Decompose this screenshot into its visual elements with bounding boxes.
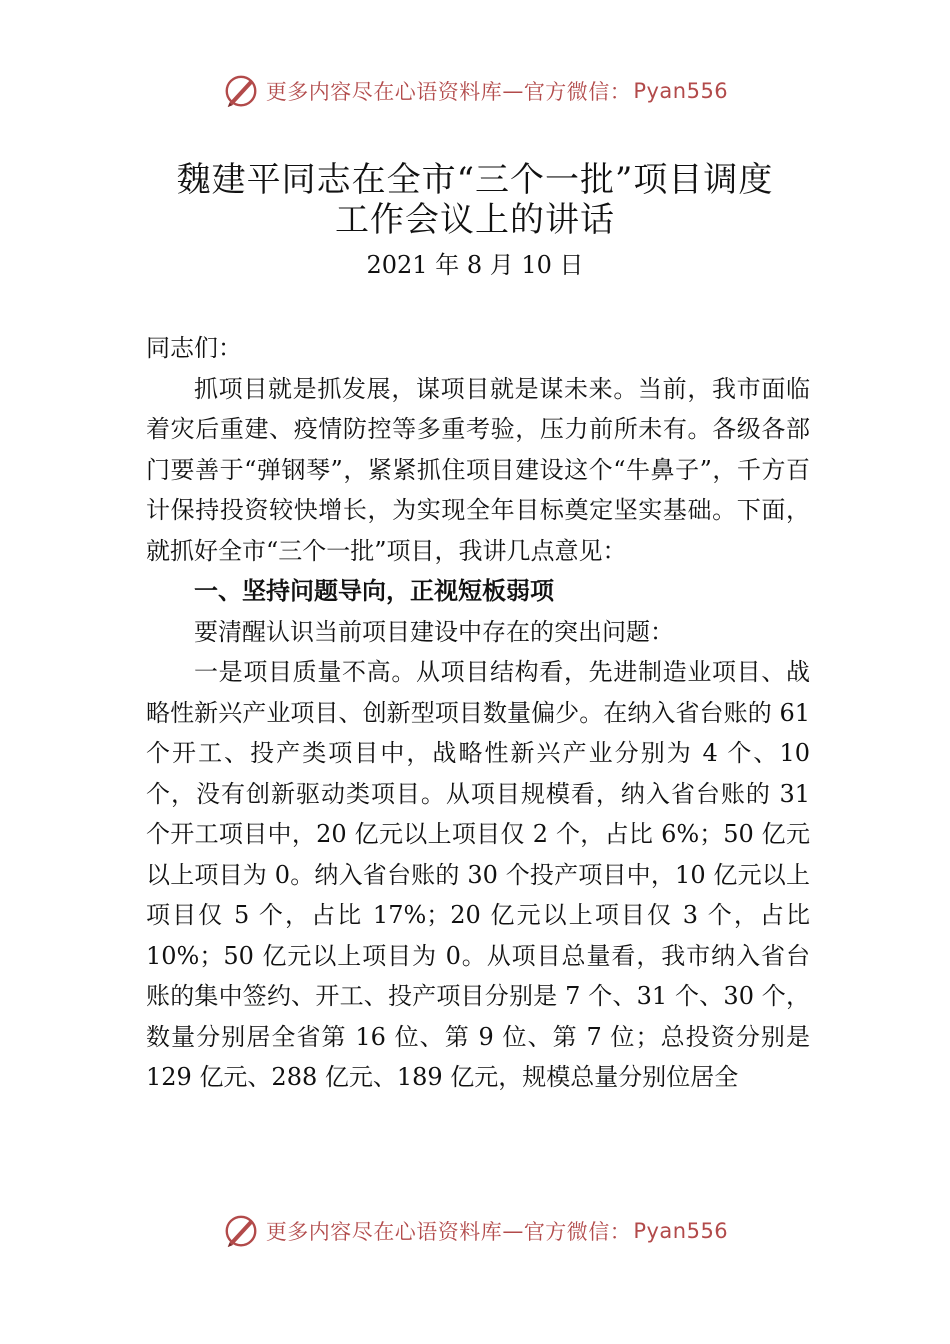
pen-logo-icon <box>222 1212 260 1250</box>
watermark-wechat-id: Pyan556 <box>633 1219 729 1243</box>
watermark-wechat-id: Pyan556 <box>633 79 729 103</box>
watermark-header <box>0 72 950 110</box>
watermark-main-text: 更多内容尽在心语资料库 <box>265 80 503 104</box>
paragraph-issues-lead: 要清醒认识当前项目建设中存在的突出问题： <box>194 617 674 646</box>
document-title-line1: 魏建平同志在全市“三个一批”项目调度 <box>176 160 774 200</box>
section-heading-1: 一、坚持问题导向，正视短板弱项 <box>194 577 554 605</box>
document-title-line2: 工作会议上的讲话 <box>335 200 615 240</box>
watermark-wechat-label: 官方微信： <box>523 80 632 104</box>
paragraph-issue-quality: 一是项目质量不高。从项目结构看，先进制造业项目、战略性新兴产业项目、创新型项目数量偏少。在纳入省台账的 61 个开工、投产类项目中，战略性新兴产业分别为 4 个、10 个，没有创新驱动类项目。从项目规模看，纳入省台账的 31 个开工项目中，20 亿元以上项目仅 2 个，占比 6%；50 亿元以上项目为 0。纳入省台账的 30 个投产项目中，10 亿元以上项目仅 5 个，占比 17%；20 亿元以上项目仅 3 个，占比 10%；50 亿元以上项目为 0。从项目总量看，我市纳入省台账的集中签约、开工、投产项目分别是 7 个、31 个、30 个，数量分别居全省第 16 位、第 9 位、第 7 位；总投资分别是 129 亿元、288 亿元、189 亿元，规模总量分别位居全 <box>146 658 810 1091</box>
document-date: 2021 年 8 月 10 日 <box>366 251 584 279</box>
greeting: 同志们： <box>146 334 242 362</box>
document-body <box>146 328 810 1098</box>
paragraph-intro: 抓项目就是抓发展，谋项目就是谋未来。当前，我市面临着灾后重建、疫情防控等多重考验，压力前所未有。各级各部门要善于“弹钢琴”，紧紧抓住项目建设这个“牛鼻子”，千方百计保持投资较快增长，为实现全年目标奠定坚实基础。下面，就抓好全市“三个一批”项目，我讲几点意见： <box>146 374 810 565</box>
watermark-dash: — <box>502 1219 524 1243</box>
watermark-wechat-label: 官方微信： <box>523 1220 632 1244</box>
watermark-main-text: 更多内容尽在心语资料库 <box>265 1220 503 1244</box>
watermark-dash: — <box>502 79 524 103</box>
pen-logo-icon <box>222 72 260 110</box>
watermark-footer <box>0 1212 950 1250</box>
